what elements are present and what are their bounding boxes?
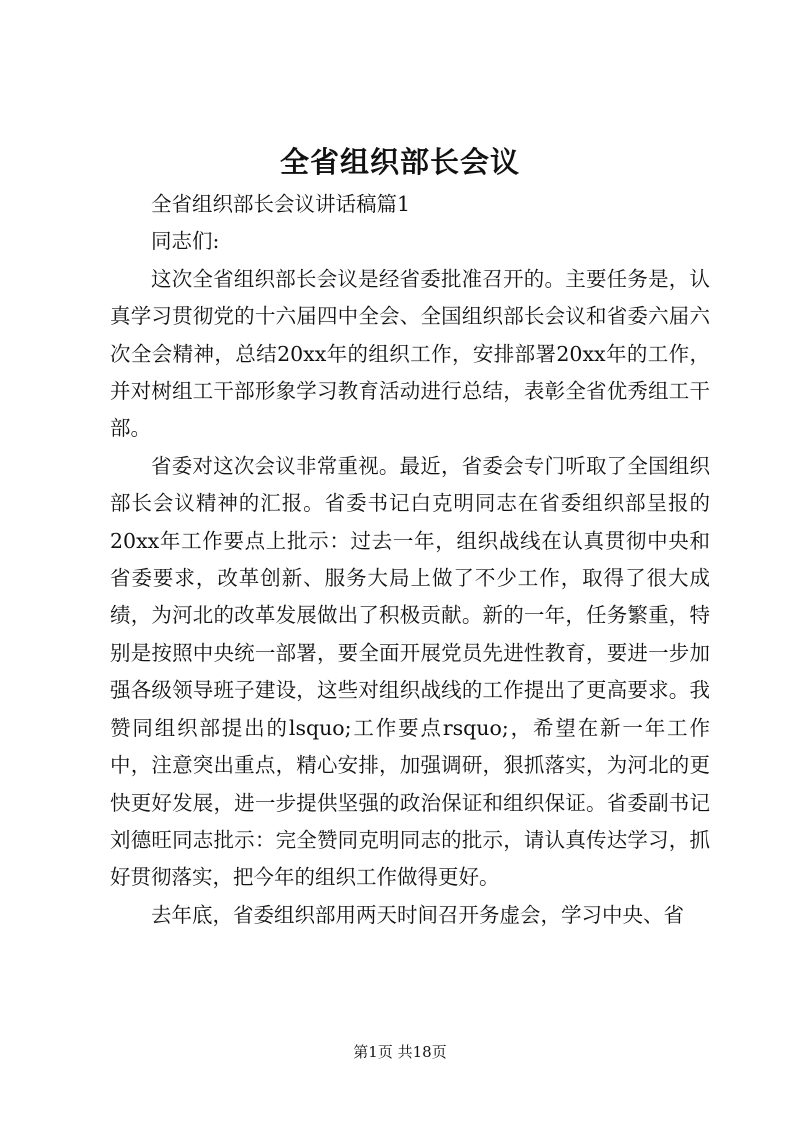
subtitle-paragraph: 全省组织部长会议讲话稿篇1	[151, 192, 411, 216]
salutation-paragraph: 同志们:	[151, 229, 220, 254]
page-number-footer: 第1页 共18页	[353, 1043, 447, 1061]
body-paragraph: 去年底，省委组织部用两天时间召开务虚会，学习中央、省	[151, 902, 684, 927]
document-title: 全省组织部长会议	[279, 145, 520, 179]
document-body	[110, 186, 710, 934]
body-paragraph: 省委对这次会议非常重视。最近，省委会专门听取了全国组织部长会议精神的汇报。省委书记白克明同志在省委组织部呈报的20xx年工作要点上批示：过去一年，组织战线在认真贯彻中央和省委要求，改革创新、服务大局上做了不少工作，取得了很大成绩，为河北的改革发展做出了积极贡献。新的一年，任务繁重，特别是按照中央统一部署，要全面开展党员先进性教育，要进一步加强各级领导班子建设，这些对组织战线的工作提出了更高要求。我赞同组织部提出的lsquo;工作要点rsquo;，希望在新一年工作中，注意突出重点，精心安排，加强调研，狠抓落实，为河北的更快更好发展，进一步提供坚强的政治保证和组织保证。省委副书记刘德旺同志批示：完全赞同克明同志的批示，请认真传达学习，抓好贯彻落实，把今年的组织工作做得更好。	[110, 453, 710, 890]
body-paragraph: 这次全省组织部长会议是经省委批准召开的。主要任务是，认真学习贯彻党的十六届四中全会、全国组织部长会议和省委六届六次全会精神，总结20xx年的组织工作，安排部署20xx年的工作，并对树组工干部形象学习教育活动进行总结，表彰全省优秀组工干部。	[110, 266, 710, 441]
